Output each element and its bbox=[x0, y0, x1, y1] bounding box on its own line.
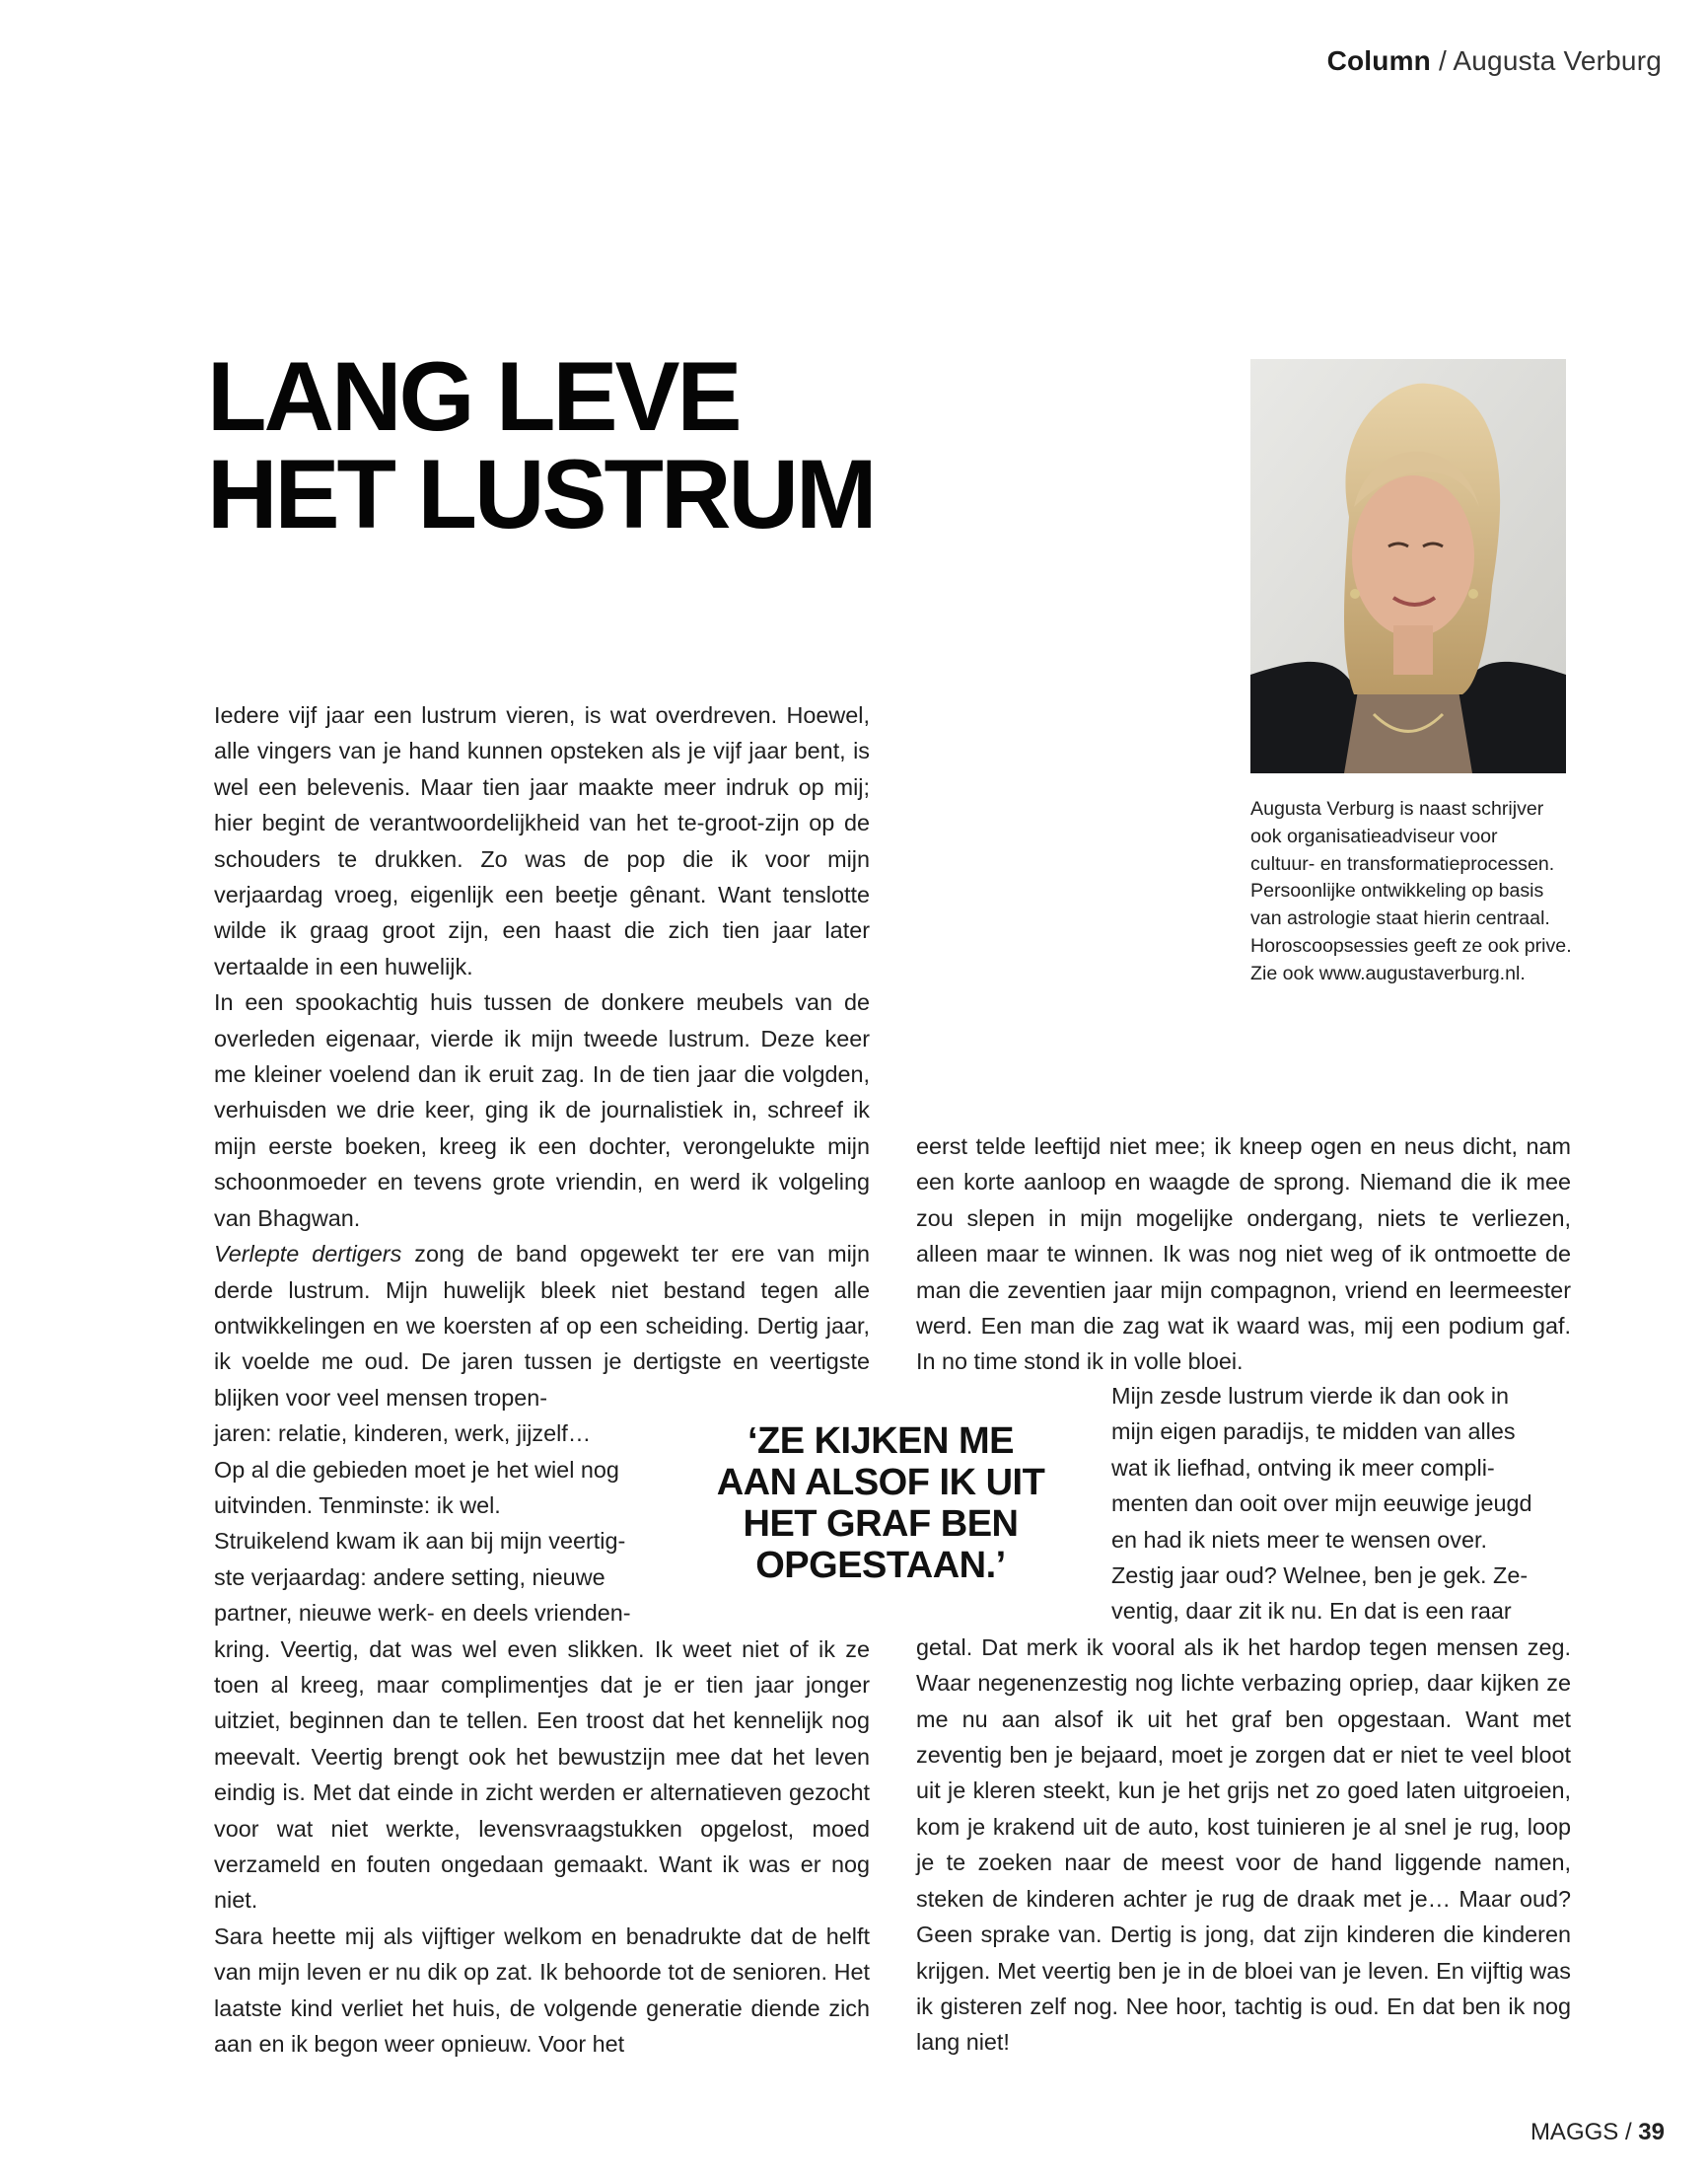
band-song-title: Verlepte dertigers bbox=[214, 1241, 402, 1268]
quote-line: OPGESTAAN.’ bbox=[755, 1545, 1006, 1586]
title-line-2: HET LUSTRUM bbox=[207, 439, 875, 548]
header-separator: / bbox=[1438, 45, 1447, 76]
page-footer bbox=[1530, 2119, 1665, 2146]
paragraph-4-line: partner, nieuwe werk- en deels vrienden- bbox=[214, 1600, 631, 1627]
paragraph-1: Iedere vijf jaar een lustrum vieren, is wat overdreven. Hoewel, alle vingers van je hand kunnen opsteken als je vijf jaar bent, is wel een belevenis. Maar tien jaar maakte meer indruk op mij; hier begint de verantwoordelijkheid van het te-groot-zijn op de schouders te drukken. Zo was de pop die ik voor mijn verjaardag vroeg, eigenlijk een beetje gênant. Want tenslotte wilde ik graag groot zijn, een haast die zich tien jaar later vertaalde in een huwelijk. bbox=[214, 702, 870, 979]
page-header bbox=[1327, 45, 1662, 77]
paragraph-3-line: uitvinden. Tenminste: ik wel. bbox=[214, 1491, 501, 1518]
paragraph-3-line: jaren: relatie, kinderen, werk, jijzelf… bbox=[214, 1420, 592, 1447]
page-number: 39 bbox=[1638, 2119, 1665, 2145]
quote-line: AAN ALSOF IK UIT bbox=[716, 1462, 1045, 1503]
paragraph-6-line: menten dan ooit over mijn eeuwige jeugd bbox=[1111, 1490, 1532, 1517]
paragraph-4-text: kring. Veertig, dat was wel even slikken. Ik weet niet of ik ze toen al kreeg, maar complimentjes dat je er tien jaar jonger uitziet, beginnen dan te tellen. Een troost dat het kennelijk nog meevalt. Veertig brengt ook het bewustzijn mee dat het leven eindig is. Met dat einde in zicht werden er alternatieven gezocht voor wat niet werkte, levensvraagstukken opgelost, moed verzameld en fouten ongedaan gemaakt. Want ik was er nog niet. bbox=[214, 1635, 870, 1914]
paragraph-4-line: Struikelend kwam ik aan bij mijn veertig- bbox=[214, 1528, 626, 1555]
body-column-right bbox=[916, 1128, 1571, 1380]
paragraph-2: In een spookachtig huis tussen de donkere meubels van de overleden eigenaar, vierde ik mijn tweede lustrum. Deze keer me kleiner voelend dan ik eruit zag. In de tien jaar die volgden, verhuisden we drie keer, ging ik de journalistiek in, schreef ik mijn eerste boeken, kreeg ik een dochter, verongelukte mijn schoonmoeder en tevens grote vriendin, en werd ik volgeling van Bhagwan. bbox=[214, 989, 870, 1231]
caption-line: ook organisatieadviseur voor bbox=[1250, 825, 1498, 847]
body-column-left bbox=[214, 697, 870, 2062]
magazine-name: MAGGS bbox=[1530, 2119, 1619, 2145]
quote-line: HET GRAF BEN bbox=[743, 1503, 1019, 1545]
quote-line: ‘ZE KIJKEN ME bbox=[747, 1420, 1015, 1462]
paragraph-3 bbox=[214, 1236, 870, 1415]
caption-line: Persoonlijke ontwikkeling op basis bbox=[1250, 880, 1544, 903]
caption-line: Zie ook www.augustaverburg.nl. bbox=[1250, 962, 1526, 984]
caption-line: Horoscoopsessies geeft ze ook prive. bbox=[1250, 934, 1572, 957]
wrap-around-quote bbox=[214, 1415, 660, 1631]
author-caption bbox=[1250, 796, 1605, 988]
section-label: Column bbox=[1326, 45, 1431, 76]
header-author: Augusta Verburg bbox=[1453, 45, 1662, 76]
article-title bbox=[207, 341, 875, 548]
author-portrait bbox=[1250, 359, 1566, 773]
paragraph-6-line: Mijn zesde lustrum vierde ik dan ook in bbox=[1111, 1383, 1510, 1409]
title-line-1: LANG LEVE bbox=[207, 341, 740, 451]
paragraph-6-line: en had ik niets meer te wensen over. bbox=[1111, 1526, 1487, 1553]
caption-line: van astrologie staat hierin centraal. bbox=[1250, 907, 1550, 930]
paragraph-7-text: getal. Dat merk ik vooral als ik het hardop tegen mensen zeg. Waar negenenzestig nog lichte verbazing opriep, daar kijken ze me nu aan alsof ik uit het graf ben opgestaan. Want met zeventig ben je bejaard, moet je zorgen dat er niet te veel bloot uit je kleren steekt, kun je het grijs net zo goed laten uitgroeien, kom je krakend uit de auto, kost tuinieren je al snel je rug, loop je te zoeken naar de meest voor de hand liggende namen, steken de kinderen achter je rug de draak met je… Maar oud? Geen sprake van. Dertig is jong, dat zijn kinderen die kinderen krijgen. Met veertig ben je in de bloei van je leven. En vijftig was ik gisteren zelf nog. Nee hoor, tachtig is oud. En dat ben ik nog lang niet! bbox=[916, 1633, 1571, 2056]
paragraph-5: Sara heette mij als vijftiger welkom en benadrukte dat de helft van mijn leven er nu dik op zat. Ik behoorde tot de senioren. Het laatste kind verliet het huis, de volgende generatie diende zich aan en ik begon weer opnieuw. Voor het bbox=[214, 1922, 870, 2058]
caption-line: cultuur- en transformatieprocessen. bbox=[1250, 852, 1555, 875]
paragraph-7-line: Zestig jaar oud? Welnee, ben je gek. Ze- bbox=[1111, 1562, 1529, 1589]
paragraph-4-line: ste verjaardag: andere setting, nieuwe bbox=[214, 1563, 605, 1590]
caption-line: Augusta Verburg is naast schrijver bbox=[1250, 798, 1544, 820]
paragraph-continued: eerst telde leeftijd niet mee; ik kneep ogen en neus dicht, nam een korte aanloop en waagde de sprong. Niemand die ik mee zou slepen in mijn mogelijke ondergang, niets te verliezen, alleen maar te winnen. Ik was nog niet weg of ik ontmoette de man die zeventien jaar mijn compagnon, vriend en leermeester werd. Een man die zag wat ik waard was, mij een podium gaf. In no time stond ik in volle bloei. bbox=[916, 1133, 1571, 1375]
paragraph-6-line: wat ik liefhad, ontving ik meer compli- bbox=[1111, 1454, 1495, 1481]
footer-separator: / bbox=[1624, 2119, 1632, 2145]
paragraph-6-line: mijn eigen paradijs, te midden van alles bbox=[1111, 1418, 1516, 1445]
paragraph-7-line: ventig, daar zit ik nu. En dat is een raar bbox=[1111, 1598, 1512, 1625]
body-column-right-lower bbox=[916, 1378, 1571, 2061]
paragraph-3-line: Op al die gebieden moet je het wiel nog bbox=[214, 1456, 619, 1483]
paragraph-3-text: zong de band opgewekt ter ere van mijn derde lustrum. Mijn huwelijk bleek niet bestand tegen alle ontwikkelingen en we koersten af op een scheiding. Dertig jaar, ik voelde me oud. De jaren tussen je dertigste en veertigste blijken voor veel mensen tropen- bbox=[214, 1241, 870, 1411]
